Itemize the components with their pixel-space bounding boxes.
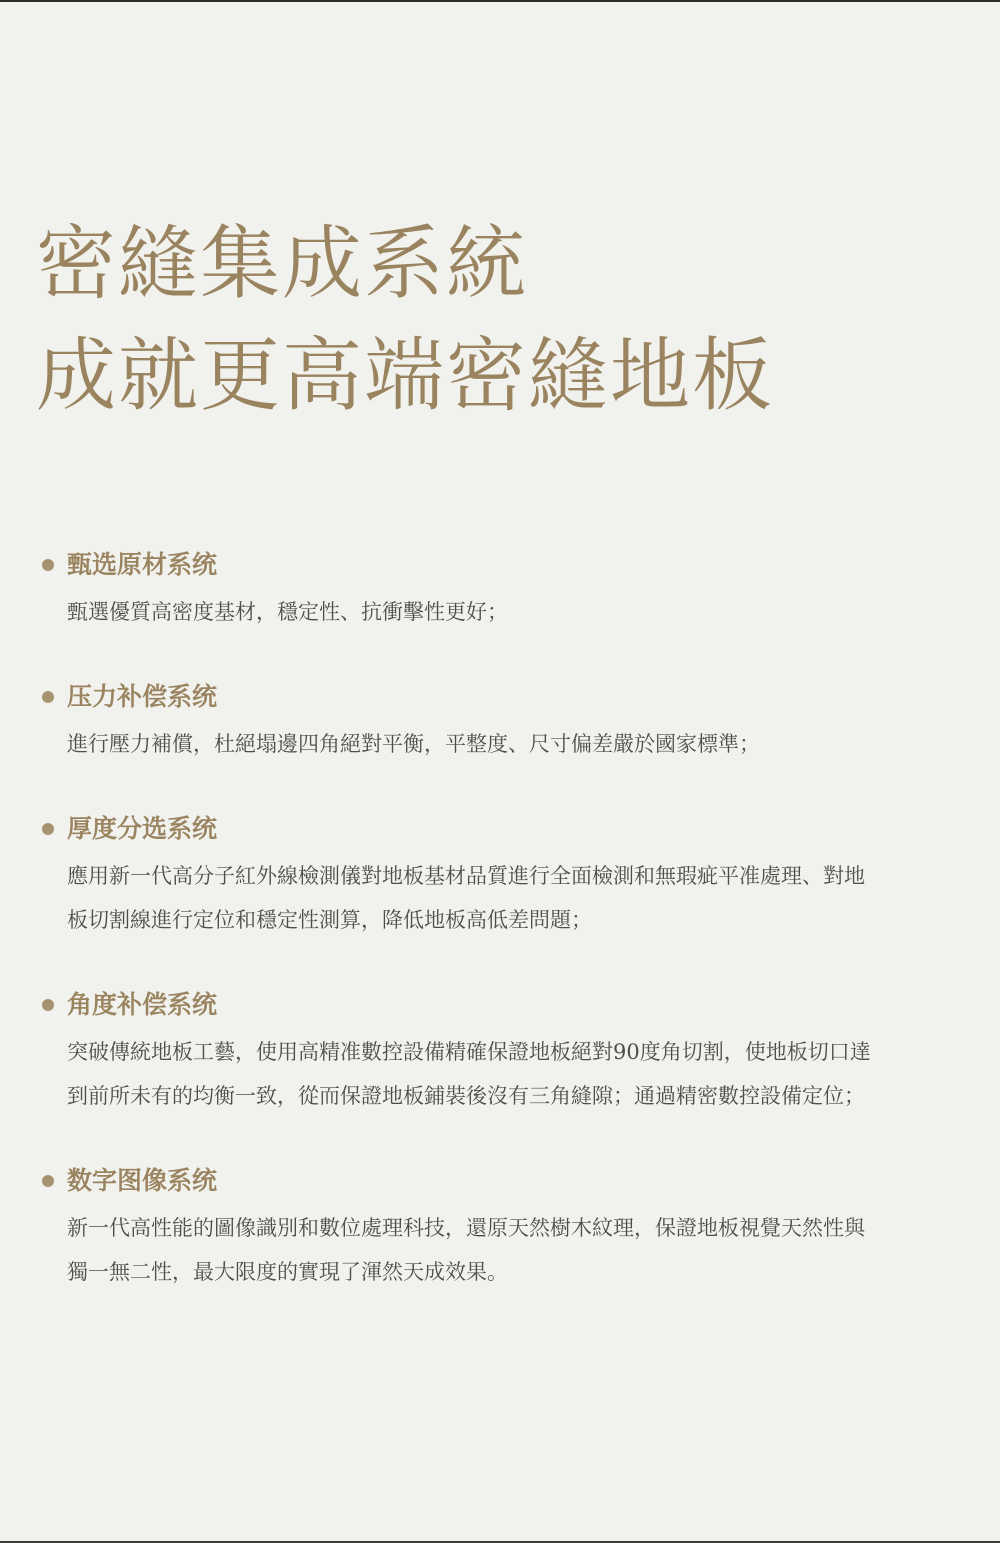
feature-description — [42, 854, 982, 942]
feature-item — [42, 988, 982, 1118]
bullet-dot-icon — [42, 1175, 54, 1187]
bullet-dot-icon — [42, 559, 54, 571]
page-title — [36, 208, 774, 432]
feature-item — [42, 680, 982, 766]
feature-title-wrap — [42, 548, 982, 582]
feature-item — [42, 548, 982, 634]
feature-desc-line: 突破傳統地板工藝，使用高精准數控設備精確保證地板絕對90度角切割，使地板切口達 — [67, 1040, 871, 1064]
feature-title-wrap — [42, 988, 982, 1022]
feature-title: 甄选原材系统 — [67, 550, 218, 579]
feature-desc-line: 新一代高性能的圖像識別和數位處理科技，還原天然樹木紋理，保證地板視覺天然性與 — [67, 1216, 865, 1240]
bullet-dot-icon — [42, 691, 54, 703]
feature-desc-line: 進行壓力補償，杜絕塌邊四角絕對平衡，平整度、尺寸偏差嚴於國家標準； — [67, 732, 760, 756]
bullet-dot-icon — [42, 999, 54, 1011]
feature-desc-line: 到前所未有的均衡一致，從而保證地板鋪裝後沒有三角縫隙；通過精密數控設備定位； — [67, 1084, 865, 1108]
feature-desc-line: 獨一無二性，最大限度的實現了渾然天成效果。 — [67, 1260, 508, 1284]
feature-title: 角度补偿系统 — [67, 990, 218, 1019]
feature-desc-line: 應用新一代高分子紅外線檢測儀對地板基材品質進行全面檢測和無瑕疵平准處理、對地 — [67, 864, 865, 888]
title-line-1: 密縫集成系統 — [36, 217, 528, 310]
feature-item — [42, 1164, 982, 1294]
feature-title-wrap — [42, 812, 982, 846]
feature-desc-line: 甄選優質高密度基材，穩定性、抗衝擊性更好； — [67, 600, 508, 624]
feature-description — [42, 1030, 982, 1118]
top-border — [0, 0, 1000, 2]
feature-item — [42, 812, 982, 942]
feature-desc-line: 板切割線進行定位和穩定性測算，降低地板高低差問題； — [67, 908, 592, 932]
feature-title: 压力补偿系统 — [67, 682, 218, 711]
feature-description — [42, 722, 982, 766]
title-line-2: 成就更高端密縫地板 — [36, 329, 774, 422]
feature-description — [42, 590, 982, 634]
bullet-dot-icon — [42, 823, 54, 835]
feature-title-wrap — [42, 1164, 982, 1198]
feature-title: 厚度分选系统 — [67, 814, 218, 843]
feature-description — [42, 1206, 982, 1294]
feature-title-wrap — [42, 680, 982, 714]
feature-title: 数字图像系统 — [67, 1166, 218, 1195]
